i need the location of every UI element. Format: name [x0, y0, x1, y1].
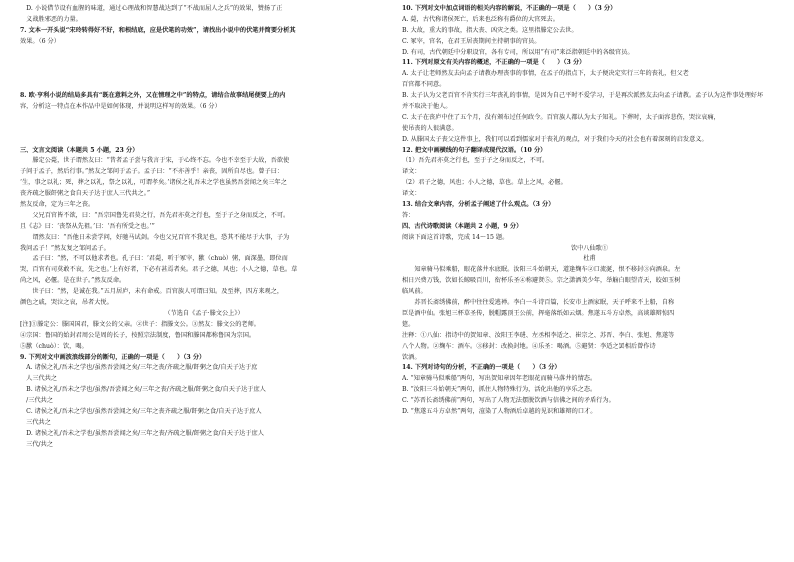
left-text-line: [20, 69, 388, 80]
left-text-line: C. 诸侯之礼/吾未之学也/虽然吾尝闻之矣/三年之丧齐疏之服/飦粥之食/自天子达于庶人: [20, 407, 262, 415]
left-text-line: 世子曰：“然，是诚在我。”五月居庐，未有命戒。百官族人可谓曰知。及至葬，四方来观之，: [20, 288, 284, 296]
left-text-line: 三、文言文阅读（本题共 5 小题，23 分）: [20, 146, 139, 154]
left-text-line: [20, 124, 388, 135]
right-text-line: 14. 下列对诗句的分析，不正确的一项是（ ）（3 分）: [402, 364, 561, 372]
left-text-line: 且《志》曰：‘丧祭从先祖。’曰：‘吾有所受之也。’”: [20, 222, 155, 230]
left-text-line: 人三代共之: [20, 375, 58, 383]
left-text-line: 容，分析这一特点在本作品中是如何体现，并说明这样写的效果。（6 分）: [20, 103, 221, 111]
right-text-line: 临风前。: [402, 288, 427, 296]
left-text-line: [注]①滕定公：滕国国君，滕文公的父亲。②世子：指滕文公。③然友：滕文公的老师。: [20, 320, 260, 328]
right-text-line: B. “汝阳三斗始朝天”两句，抓住人物特殊行为，活化出他的享乐之态。: [402, 386, 597, 394]
right-text-line: 12. 把文中画横线的句子翻译成现代汉语。（10 分）: [402, 146, 547, 154]
left-text-line: [20, 80, 388, 91]
left-text-line: 孟子曰：“然，不可以他求者也。孔子曰：‘君薨，听于冢宰，歠（chuò）粥，面深墨，即位而: [20, 255, 288, 263]
left-text-line: 丧齐疏之服飦粥之食自天子达于庶人三代共之。”: [20, 190, 150, 198]
left-text-line: ④宗国：鲁国的始封君周公是周的长子，按照宗法制度，鲁国和滕国都称鲁国为宗国。: [20, 331, 256, 339]
right-text-line: 使吊丧的人很满意。: [402, 124, 458, 132]
right-text-line: 杜甫: [583, 255, 596, 263]
right-text-line: A. 薨，古代称诸侯死亡，后来也泛称有爵位的大官死去。: [402, 15, 559, 23]
left-text-line: （节选自《孟子·滕文公上》）: [164, 309, 244, 317]
left-text-line: [20, 58, 388, 69]
left-text-line: 滕定公薨，世子谓然友曰：“昔者孟子尝与我言于宋，于心终不忘。今也不幸至于大故，吾欲使: [20, 157, 290, 165]
left-text-line: [20, 135, 388, 146]
left-text-line: 父兄百官皆不欲，曰：“吾宗国鲁先君莫之行，吾先君亦莫之行也，至于子之身而反之，不可。: [20, 211, 290, 219]
left-text-line: A. 诸侯之礼/吾未之学也/虽然吾尝闻之矣/三年之丧/齐疏之服/飦粥之食/自天子达于庶: [20, 364, 258, 372]
left-text-line: D. 诸侯之礼/吾未之学也/虽然吾尝闻之矣/三年之丧/齐疏之服/飦粥之食/自天子达于庶人: [20, 429, 264, 437]
left-text-line: 9. 下列对文中画波浪线部分的断句，正确的一项是（ ）（3 分）: [20, 353, 206, 361]
right-text-line: B. 大故，重大的事故，指大丧、凶灾之类。这里指滕定公去世。: [402, 26, 578, 34]
left-text-line: 三代共之: [20, 418, 51, 426]
right-text-line: A. 太子让老师然友去向孟子请教办理丧事的事情，在孟子的指点下，太子便决定实行三年的丧礼，但父老: [402, 70, 689, 78]
right-column: [402, 4, 777, 418]
right-text-line: B. 太子认为父老百官不肯实行三年丧礼的事情，是因为自己平时不爱学习，于是再次派然友去向孟子请教。孟子认为这件事处理好坏: [402, 92, 764, 100]
left-text-line: ⑤歠（chuò）：饮，喝。: [20, 342, 88, 350]
right-text-line: 四、古代诗歌阅读（本题共 2 小题，9 分）: [402, 222, 523, 230]
left-text-line: [20, 48, 388, 59]
left-text-line: 我问孟子！”然友复之邹问孟子。: [20, 244, 110, 252]
right-text-line: （1）吾先君亦莫之行也，至于子之身而反之，不可。: [402, 157, 549, 165]
left-text-line: 颜色之戚，哭泣之哀，吊者大悦。: [20, 299, 113, 307]
right-text-line: 八个人物。②麹车：酒车。③移封：改换封地。④乐圣：喝酒。⑤避贤：李适之罢相后曾作诗: [402, 342, 656, 350]
left-text-line: B. 诸侯之礼/吾未之学也/虽然/吾尝闻之矣/三年之丧/齐疏之服/飦粥之食/自天子达于庶人: [20, 386, 266, 394]
right-text-line: C. “苏晋长斋绣佛前”两句，写出了人物无法摆脱饮酒与信佛之间的矛盾行为。: [402, 397, 615, 405]
left-column: [20, 4, 388, 451]
left-text-line: 7. 文本一开头说“宋玲转得好不好，和根结底，应是伏笔的功效”，请找出小说中的伏笔并简要分析其: [20, 26, 296, 34]
left-text-line: 效果。（6 分）: [20, 37, 60, 45]
left-text-line: 哭，百官有司莫敢不哀，先之也。’上有好者，下必有甚焉者矣。君子之德，风也；小人之德，草也。草: [20, 266, 298, 274]
left-text-line: 尚之风，必偃。是在世子。”然友反命。: [20, 277, 126, 285]
left-text-line: D. 小说借节设有血腥的味道，通过心理战和智慧战达到了“不战而屈人之兵”的效果，赞扬了正: [20, 5, 283, 12]
right-text-line: 11. 下列对原文有关内容的概述，不正确的一项是（ ）（3 分）: [402, 59, 586, 67]
right-text-line: D. 有司，古代朝廷中分职设官，各有专司，所以用“有司”来泛指朝廷中的各级官员。: [402, 48, 634, 56]
right-text-line: 百官都不同意。: [402, 81, 446, 89]
right-text-line: 答：: [402, 211, 415, 219]
right-text-line: 知章骑马似乘船，眼花落井水底眠。汝阳三斗始朝天，道逢麹车②口流涎，恨不移封③向酒泉。左: [402, 266, 681, 274]
right-text-line: 并不取决于他人。: [402, 103, 452, 111]
right-text-line: 13. 结合文章内容，分析孟子阐述了什么观点。（3 分）: [402, 201, 555, 209]
right-text-line: （2）君子之德，风也；小人之德，草也。草上之风，必偃。: [402, 179, 567, 187]
left-text-line: 谓然友曰：“吾他日未尝学问，好驰马试剑。今也父兄百官不我足也，恐其不能尽于大事，子为: [20, 233, 290, 241]
right-text-line: 苏晋长斋绣佛前，醉中往往爱逃禅。李白一斗诗百篇，长安市上酒家眠，天子呼来不上船，自称: [402, 299, 675, 307]
left-text-line: 8. 欧·亨利小说的结局多具有“既在意料之外，又在情理之中”的特点，请结合故事结尾便要上的内: [20, 92, 286, 100]
left-text-line: /三代共之: [20, 397, 54, 405]
right-text-line: 饮中八仙歌①: [570, 244, 609, 252]
right-text-line: 相日兴费万钱，饮如长鲸吸百川，衔杯乐圣④称避贤⑤。宗之潇洒美少年，举觞白眼望青天，皎如玉树: [402, 277, 681, 285]
right-text-line: C. 冢宰，官名，在君王居丧期间主持朝事的官员。: [402, 37, 541, 45]
right-text-line: D. “焦遂五斗方卓然”两句，渲染了人物酒后卓越的见识和雄辩的口才。: [402, 407, 597, 415]
right-text-line: 注释：①八仙：指诗中的贺知章、汝阳王李琎、左丞相李适之、崔宗之、苏晋、李白、张旭、焦遂等: [402, 331, 675, 339]
right-text-line: 10. 下列对文中加点词语的相关内容的解说，不正确的一项是（ ）（3 分）: [402, 5, 617, 12]
right-text-line: 筵。: [402, 320, 415, 328]
right-text-line: 饮酒。: [402, 353, 421, 361]
right-text-line: 译文：: [402, 190, 421, 198]
right-text-line: 译文：: [402, 168, 421, 176]
left-text-line: ‘生，事之以礼；死，葬之以礼，祭之以礼，可谓孝矣。’诸侯之礼吾未之学也虽然吾尝闻之矣三年之: [20, 179, 287, 187]
left-text-line: 义战胜邪恶的力量。: [20, 15, 82, 23]
right-text-line: A. “知章骑马似乘船”两句，写出贺知章因年老眼花而骑马落井的情态。: [402, 375, 597, 383]
left-text-line: [20, 113, 388, 124]
left-text-line: 然友反命，定为三年之丧。: [20, 201, 95, 209]
right-text-line: 阅读下面这首诗歌，完成 14～15 题。: [402, 233, 509, 241]
left-text-line: 三代/共之: [20, 440, 54, 448]
right-text-line: 臣是酒中仙。张旭三杯草圣传，脱帽露顶王公前，挥毫落纸如云烟。焦遂五斗方卓然，高谈雄辩惊四: [402, 309, 675, 317]
right-text-line: D. 从滕国太子丧父这件事上，我们可以看到儒家对于丧礼的观点，对于我们今天的社会也有着深刻的启发意义。: [402, 135, 708, 143]
right-text-line: C. 太子在丧庐中住了五个月，没有颁布过任何政令。百官族人都认为太子知礼。下葬时，太子面容悲伤，哭泣哀痛，: [402, 113, 720, 121]
left-text-line: 子问于孟子，然后行事。”然友之邹问于孟子。孟子曰：“不亦善乎！亲丧，固所自尽也。曾子曰：: [20, 168, 284, 176]
